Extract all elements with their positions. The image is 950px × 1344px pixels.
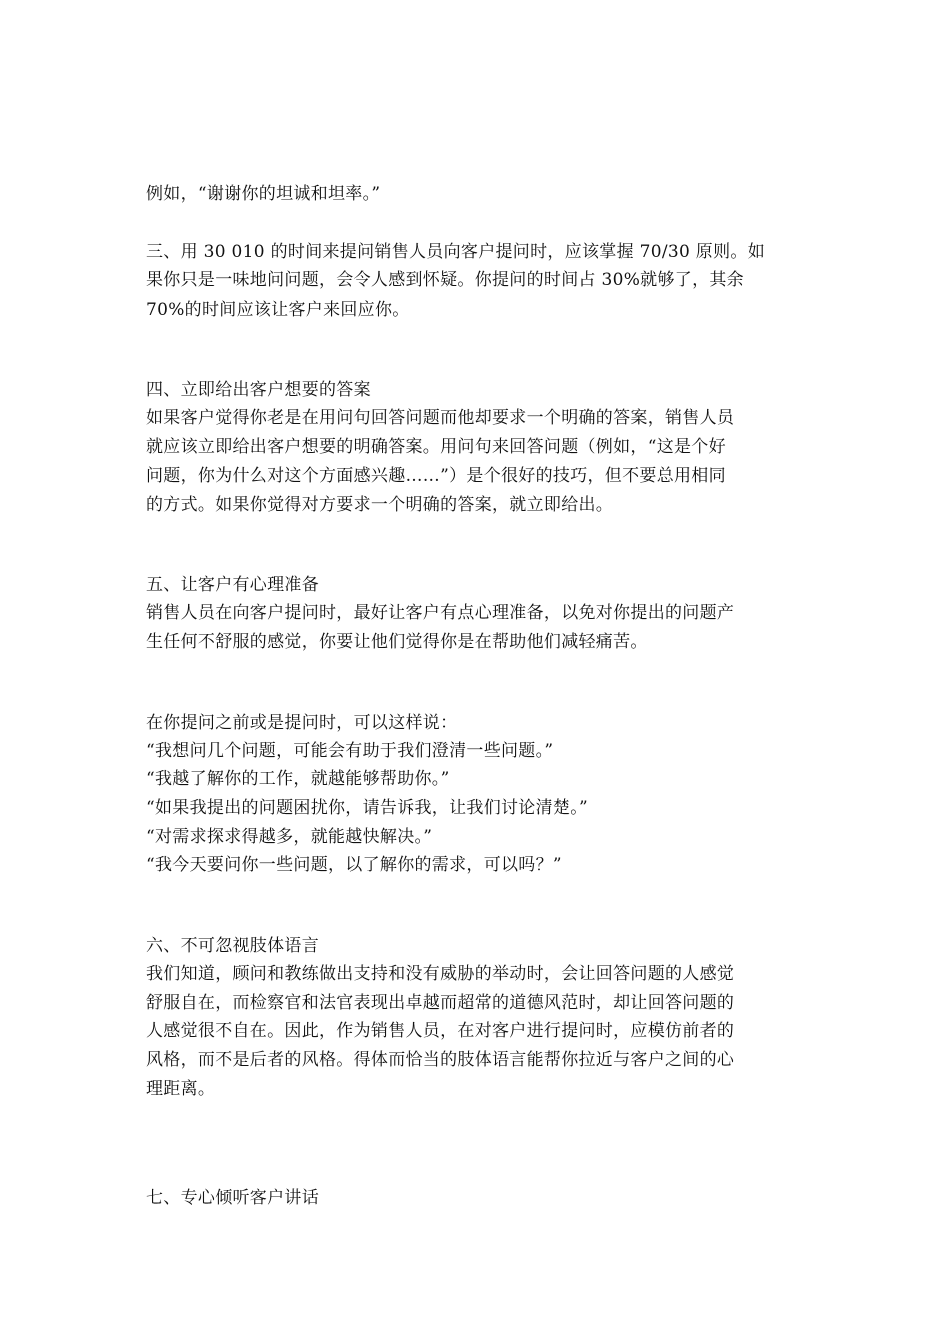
quote-line-5: “我今天要问你一些问题，以了解你的需求，可以吗？” [146, 855, 562, 875]
section-4-paragraph-line-1: 如果客户觉得你老是在用问句回答问题而他却要求一个明确的答案，销售人员 [146, 408, 735, 428]
section-6-paragraph-line-3: 人感觉很不自在。因此，作为销售人员，在对客户进行提问时，应模仿前者的 [146, 1021, 735, 1041]
quote-line-2: “我越了解你的工作，就越能够帮助你。” [146, 769, 450, 789]
section-5-paragraph-line-2: 生任何不舒服的感觉，你要让他们觉得你是在帮助他们减轻痛苦。 [146, 632, 648, 652]
section-4-heading: 四、立即给出客户想要的答案 [146, 380, 371, 400]
section-7-heading: 七、专心倾听客户讲话 [146, 1188, 319, 1208]
section-6-paragraph-line-4: 风格，而不是后者的风格。得体而恰当的肢体语言能帮你拉近与客户之间的心 [146, 1050, 735, 1070]
section-4-paragraph-line-3: 问题，你为什么对这个方面感兴趣……”）是个很好的技巧，但不要总用相同 [146, 466, 726, 486]
section-5-heading: 五、让客户有心理准备 [146, 575, 319, 595]
section-3-paragraph-line-3: 70%的时间应该让客户来回应你。 [146, 300, 410, 320]
section-4-paragraph-line-4: 的方式。如果你觉得对方要求一个明确的答案，就立即给出。 [146, 495, 614, 515]
intro-line: 在你提问之前或是提问时，可以这样说： [146, 713, 458, 733]
quote-line-4: “对需求探求得越多，就能越快解决。” [146, 827, 433, 847]
section-4-paragraph-line-2: 就应该立即给出客户想要的明确答案。用问句来回答问题（例如，“这是个好 [146, 437, 726, 457]
section-3-paragraph-line-1: 三、用 30 010 的时间来提问销售人员向客户提问时，应该掌握 70/30 原则。如 [146, 242, 765, 262]
quote-line-1: “我想问几个问题，可能会有助于我们澄清一些问题。” [146, 741, 554, 761]
section-5-paragraph-line-1: 销售人员在向客户提问时，最好让客户有点心理准备，以免对你提出的问题产 [146, 603, 735, 623]
section-6-paragraph-line-1: 我们知道，顾问和教练做出支持和没有威胁的举动时，会让回答问题的人感觉 [146, 964, 735, 984]
section-6-paragraph-line-5: 理距离。 [146, 1079, 216, 1099]
quote-line-3: “如果我提出的问题困扰你，请告诉我，让我们讨论清楚。” [146, 798, 588, 818]
example-quote-line: 例如，“谢谢你的坦诚和坦率。” [146, 184, 381, 204]
section-6-paragraph-line-2: 舒服自在，而检察官和法官表现出卓越而超常的道德风范时，却让回答问题的 [146, 993, 735, 1013]
section-3-paragraph-line-2: 果你只是一味地问问题，会令人感到怀疑。你提问的时间占 30%就够了，其余 [146, 270, 744, 290]
section-6-heading: 六、不可忽视肢体语言 [146, 936, 319, 956]
